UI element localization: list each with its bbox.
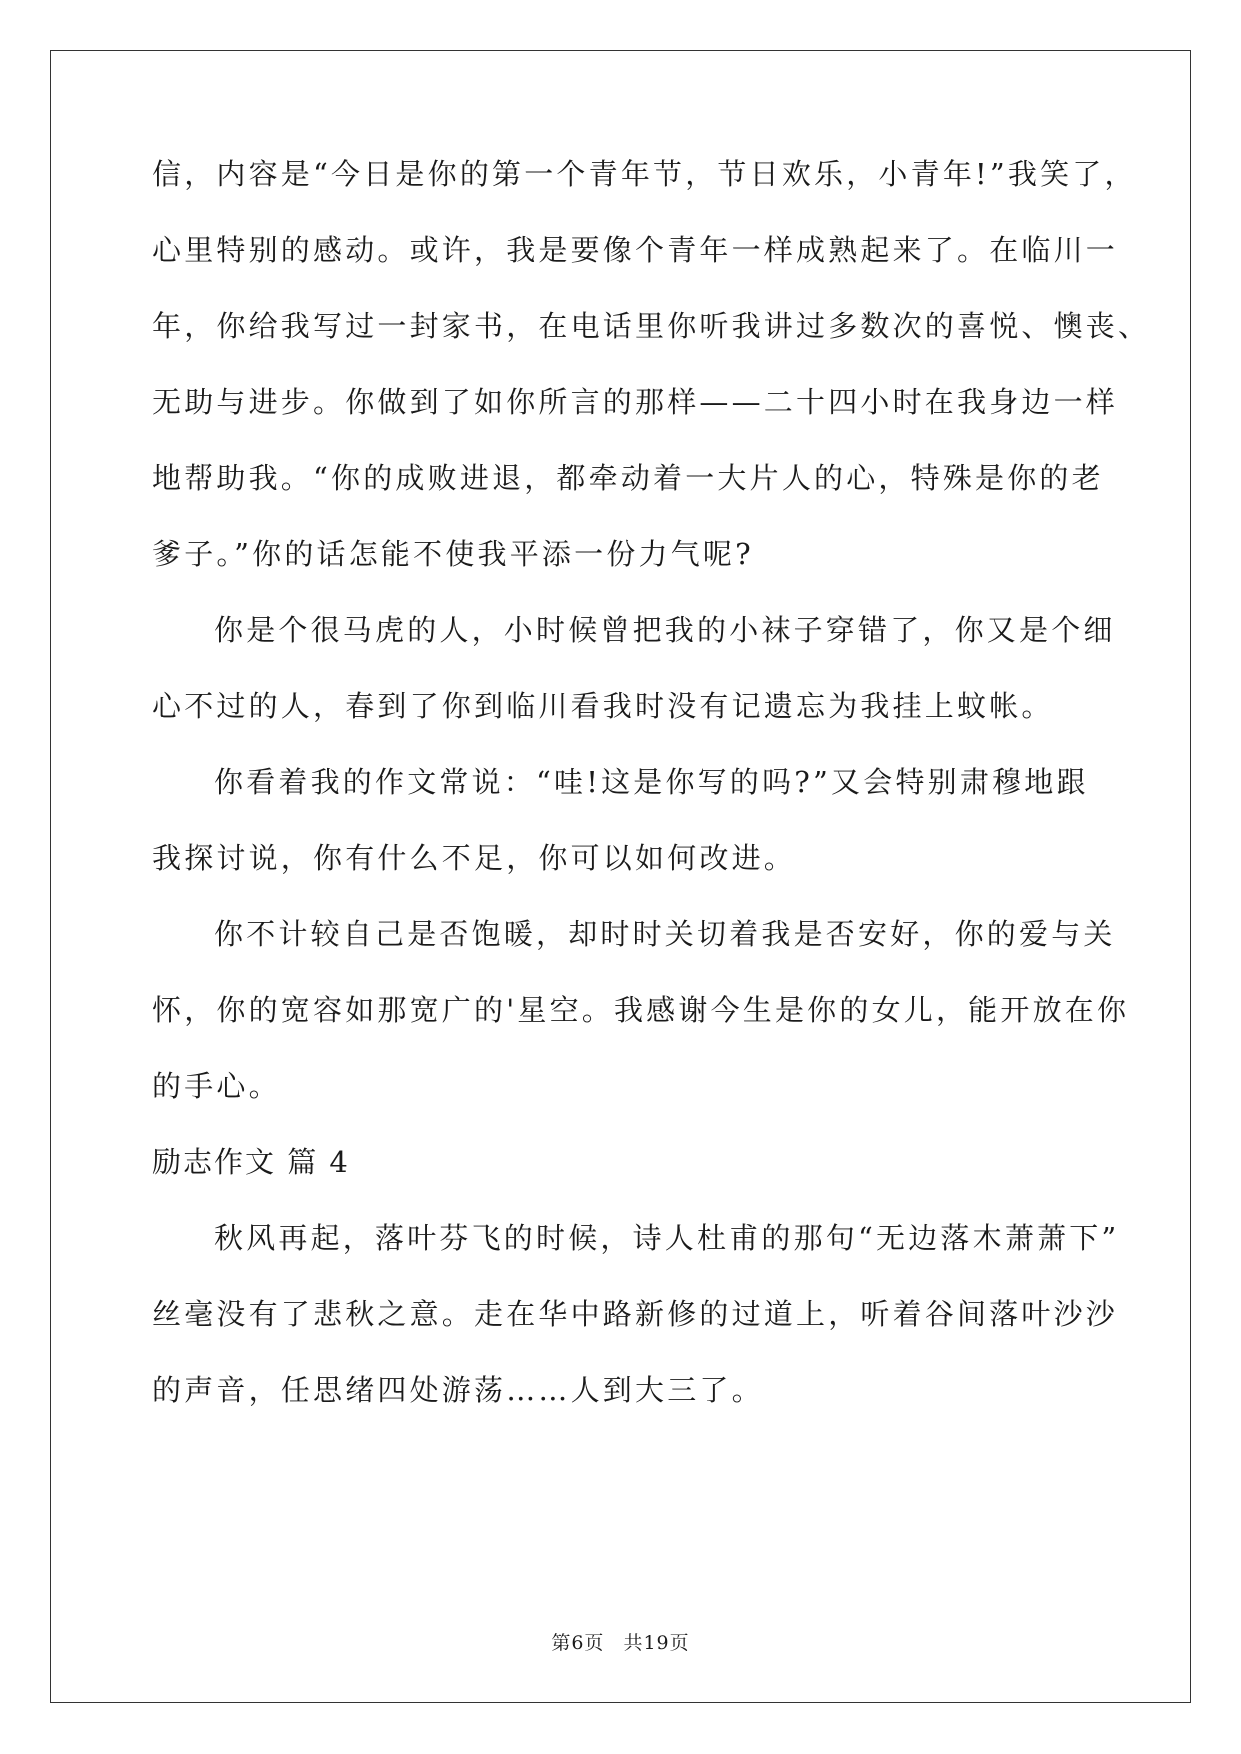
- page-number-total: 共19页: [623, 1632, 690, 1654]
- paragraph-line: 秋风再起，落叶芬飞的时候，诗人杜甫的那句“无边落木萧萧下”: [214, 1221, 1120, 1255]
- section-heading: 励志作文 篇 4: [152, 1145, 350, 1179]
- paragraph-line: 年，你给我写过一封家书，在电话里你听我讲过多数次的喜悦、懊丧、: [152, 309, 1151, 343]
- paragraph-line: 你看着我的作文常说：“哇!这是你写的吗?”又会特别肃穆地跟: [214, 765, 1089, 799]
- paragraph-line: 心不过的人，春到了你到临川看我时没有记遗忘为我挂上蚊帐。: [152, 689, 1054, 723]
- document-body: [152, 157, 1151, 1450]
- paragraph-line: 丝毫没有了悲秋之意。走在华中路新修的过道上，听着谷间落叶沙沙: [152, 1297, 1119, 1331]
- paragraph-line: 的声音，任思绪四处游荡……人到大三了。: [152, 1373, 764, 1407]
- paragraph-line: 怀，你的宽容如那宽广的'星空。我感谢今生是你的女儿，能开放在你: [152, 993, 1130, 1027]
- page-number-current: 第6页: [551, 1632, 605, 1654]
- paragraph-line: 我探讨说，你有什么不足，你可以如何改进。: [152, 841, 797, 875]
- paragraph-line: 心里特别的感动。或许，我是要像个青年一样成熟起来了。在临川一: [152, 233, 1119, 267]
- paragraph-line: 你是个很马虎的人，小时候曾把我的小袜子穿错了，你又是个细: [214, 613, 1116, 647]
- page-footer: [0, 1628, 1241, 1655]
- paragraph-line: 地帮助我。“你的成败进退，都牵动着一大片人的心，特殊是你的老: [152, 461, 1104, 495]
- paragraph-line: 的手心。: [152, 1069, 281, 1103]
- paragraph-line: 你不计较自己是否饱暖，却时时关切着我是否安好，你的爱与关: [214, 917, 1116, 951]
- paragraph-line: 信，内容是“今日是你的第一个青年节，节日欢乐，小青年!”我笑了，: [152, 157, 1137, 191]
- paragraph-line: 爹子。”你的话怎能不使我平添一份力气呢?: [152, 537, 754, 571]
- paragraph-line: 无助与进步。你做到了如你所言的那样——二十四小时在我身边一样: [152, 385, 1119, 419]
